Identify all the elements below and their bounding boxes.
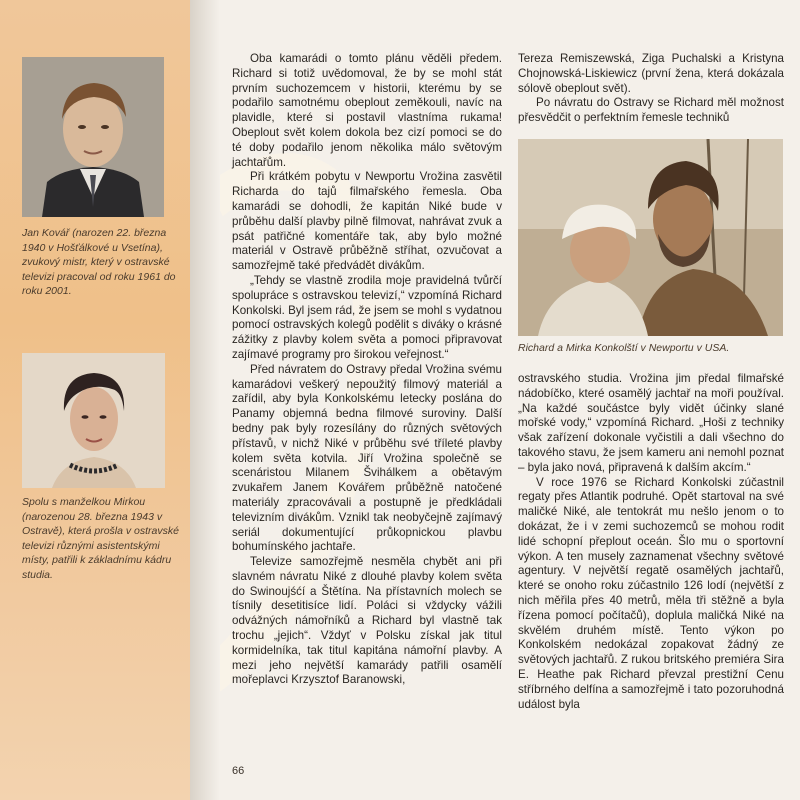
- text-column-right-bottom: [518, 372, 784, 712]
- portrait-photo-jan-kovar: [22, 57, 164, 217]
- page-fold-shadow: [190, 0, 220, 800]
- paragraph: ostravského studia. Vrožina jim předal filmařské nádobíčko, které osamělý jachtař na moři používal. „Na každé součástce byly vidět účinky slané mořské vody,“ vzpomíná Richard. „Hoši z techniky však zařízení dokonale vyčistili a dali všechno do takového stavu, že jsem kameru ani nemohl poznat – byla jako nová, připravená k dalším akcím.“: [518, 372, 784, 474]
- caption-jan-kovar: Jan Kovář (narozen 22. března 1940 v Hošťálkové u Vsetína), zvukový mistr, který v ostravské televizi pracoval od roku 1961 do roku 2001.: [22, 227, 176, 297]
- text-column-left: [232, 52, 502, 688]
- caption-mirka: Spolu s manželkou Mirkou (narozenou 28. března 1943 v Ostravě), která prošla v ostravské televizi různými asistentskými místy, patřili k základnímu kádru studia.: [22, 496, 179, 581]
- paragraph: V roce 1976 se Richard Konkolski zúčastnil regaty přes Atlantik podruhé. Opět startoval na své maličké Niké, ale tentokrát mu nešlo jenom o to dokázat, že i v zemi suchozemců se mohou rodit lidé schopní přeplout oceán. Šlo mu o sportovní výkon. A ten musely zaznamenat všechny světové agentury. V největší regatě osamělých jachtařů, které se onoho roku zúčastnilo 126 lodí (největší z nich měřila přes 40 metrů, měla tři stěžně a byla řízena pomocí počítačů), doplula maličká Niké na skvělém druhém místě. Tento výkon po Konkolském nedokázal zopakovat žádný ze světových jachtařů. Z rukou britského premiéra Sira E. Heathe pak Richard převzal prestižní Cenu stříbrného delfína a samozřejmě i tato pozoruhodná událost byla: [518, 475, 784, 711]
- paragraph: Televize samozřejmě nesměla chybět ani při slavném návratu Niké z dlouhé plavby kolem světa do Swinoujśćí a Štětína. Na přístavních molech se tísnily desetitisíce lidí. Poláci si vždycky vážili odvážných námořníků a Richard byl vlastně tak trochu „jejich“. Vždyť v Polsku získal jak titul kormidelníka, tak titul kapitána námořní plavby. A mezi jeho největší kamarády patřili osamělí mořeplavci Krzysztof Baranowski,: [232, 555, 502, 687]
- portrait-photo-mirka: [22, 353, 165, 488]
- paragraph: „Tehdy se vlastně zrodila moje pravidelná tvůrčí spolupráce s ostravskou televizí,“ vzpomíná Richard Konkolski. Byl jsem rád, že jsem se mohl s vydatnou pomocí ostravských kolegů podělit s diváky o krásné zážitky z plavby kolem světa a pomoci připravovat zajímavé programy pro širokou veřejnost.“: [232, 273, 503, 361]
- text-column-right-top: [518, 52, 784, 126]
- couple-photo-illustration: [518, 139, 783, 336]
- sidebar: [0, 0, 190, 800]
- portrait-woman-illustration: [22, 353, 165, 488]
- paragraph: Tereza Remiszewská, Ziga Puchalski a Kristyna Chojnowská-Liskiewicz (první žena, která dokázala sólově obeplout svět).: [518, 52, 784, 95]
- caption-konkolski-couple: Richard a Mirka Konkolští v Newportu v USA.: [518, 342, 730, 354]
- page-number: 66: [232, 765, 245, 777]
- portrait-man-illustration: [22, 57, 164, 217]
- photo-konkolski-couple: [518, 139, 783, 336]
- paragraph: Před návratem do Ostravy předal Vrožina svému kamarádovi veškerý nepoužitý filmový materiál a zařídil, aby byla Konkolskému letecky poslána do Panamy objemná bedna filmové suroviny. Další bedny pak byly rozesílány do různých světových přístavů, v nichž Niké v průběhu své tříleté plavby kolem světa kotvila. Jiří Vrožina společně se scenáristou Milanem Švihálkem a obětavým zvukařem Janem Kovářem průběžně natočené materiály zpracovávali a postupně je předkládali televizním divákům. Vznikl tak neobyčejně zajímavý seriál dokumentující průkopnickou plavbu bohumínského jachtaře.: [232, 362, 502, 554]
- paragraph: Při krátkém pobytu v Newportu Vrožina zasvětil Richarda do tajů filmařského řemesla. Oba kamarádi se dohodli, že kapitán Niké bude v průběhu další plavby pilně filmovat, nahrávat zvuk a psát patřičné komentáře tak, aby bylo možné materiál v Ostravě průběžně stříhat, ozvučovat a samozřejmě také předvádět divákům.: [232, 170, 502, 273]
- paragraph: Po návratu do Ostravy se Richard měl možnost přesvědčit o perfektním řemesle techniků: [518, 96, 784, 125]
- paragraph: Oba kamarádi o tomto plánu věděli předem. Richard si totiž uvědomoval, že by se mohl stát prvním suchozemcem v historii, kterému by se podařilo samotnému obeplout zeměkouli, navíc na plavidle, které si postavil vlastníma rukama! Obeplout svět kolem dokola bez cizí pomoci se do té doby podařilo jenom několika málo světovým jachtařům.: [232, 52, 502, 169]
